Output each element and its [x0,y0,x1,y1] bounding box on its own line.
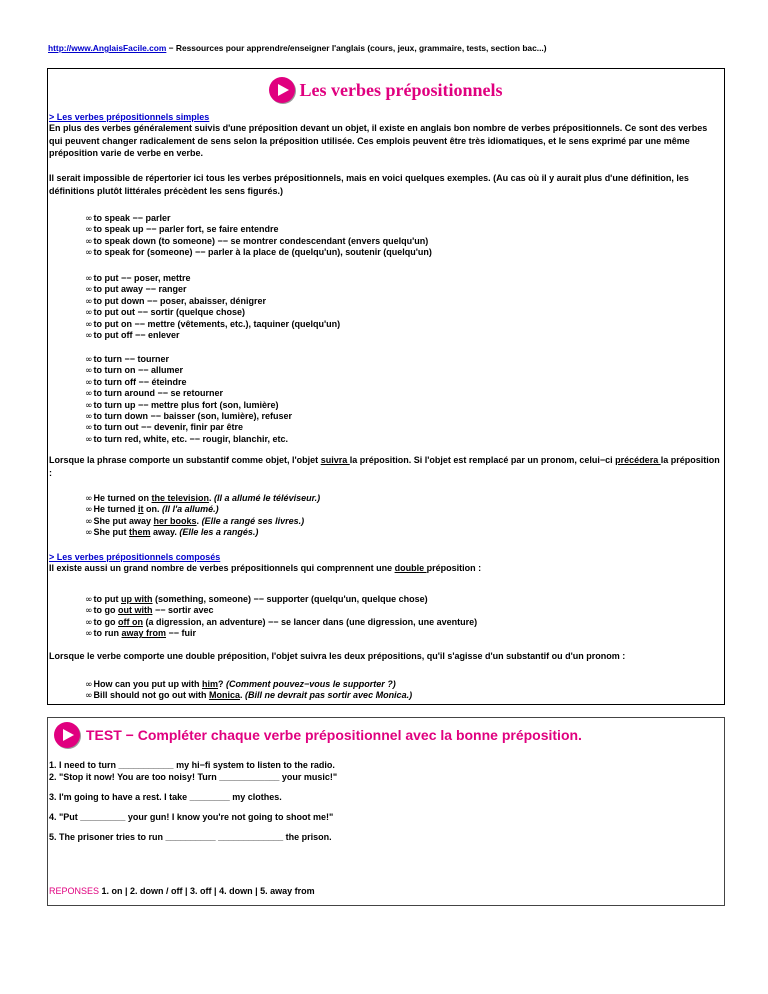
example-item: ∞He turned it on. (Il l'a allumé.) [85,504,219,516]
intro-paragraph: En plus des verbes généralement suivis d'une préposition devant un objet, il existe en anglais bon nombre de verbes prépositionnels. Ce sont des verbes qui peuvent changer radicalement de sens selon la préposition utilisée. Ces emplois peuvent être très idiomatiques, et le sens exprimé par une même préposition varie de verbe en verbe. [49,123,708,159]
arrow-right-icon [269,77,295,103]
answers-label: REPONSES [49,886,100,896]
test-question-3: 3. I'm going to have a rest. I take ________ my clothes. [49,792,282,802]
test-question-2: 2. "Stop it now! You are too noisy! Turn ____________ your music!" [49,772,338,782]
object-rule-paragraph: Lorsque la phrase comporte un substantif comme objet, l'objet suivra la préposition. Si l'objet est remplacé par un pronom, celui−ci précédera la préposition : [49,455,720,478]
list-item: ∞to put −− poser, mettre [85,273,191,284]
header-tagline: − Ressources pour apprendre/enseigner l'anglais (cours, jeux, grammaire, tests, section bac...) [166,43,547,53]
list-item: ∞to put out −− sortir (quelque chose) [85,307,246,319]
compound-intro: Il existe aussi un grand nombre de verbes prépositionnels qui comprennent une double préposition : [49,563,482,573]
list-item: ∞to put down −− poser, abaisser, dénigrer [85,295,267,307]
example-item: ∞He turned on the television. (Il a allumé le téléviseur.) [85,493,321,504]
example-item: ∞How can you put up with him? (Comment pouvez−vous le supporter ?) [85,679,396,690]
list-item: ∞to turn red, white, etc. −− rougir, blanchir, etc. [85,433,289,445]
answers-line [49,886,719,896]
list-item: ∞to turn down −− baisser (son, lumière), refuser [85,411,293,423]
arrow-right-icon [54,722,80,748]
list-item: ∞to turn on −− allumer [85,365,184,377]
test-question-1: 1. I need to turn ___________ my hi−fi system to listen to the radio. [49,760,335,770]
test-question-4: 4. "Put _________ your gun! I know you're not going to shoot me!" [49,812,334,822]
list-item: ∞to put away −− ranger [85,284,187,296]
list-item: ∞to turn out −− devenir, finir par être [85,422,244,434]
test-title-row [54,722,730,748]
example-item: ∞She put them away. (Elle les a rangés.) [85,527,259,539]
test-title: TEST − Compléter chaque verbe prépositionnel avec la bonne préposition. [86,727,582,743]
list-item: ∞to put off −− enlever [85,330,180,342]
example-item: ∞She put away her books. (Elle a rangé ses livres.) [85,515,305,527]
list-item: ∞to speak −− parler [85,213,171,224]
examples-list-2 [85,679,412,702]
list-item: ∞to turn off −− éteindre [85,376,187,388]
turn-list [85,354,292,445]
answers-text: 1. on | 2. down / off | 3. off | 4. down | 5. away from [99,886,315,896]
note-paragraph: Il serait impossible de répertorier ici tous les verbes prépositionnels, mais en voici quelques exemples. (Au cas où il y aurait plus d'une définition, les définitions plutôt littérales précèdent les sens figurés.) [49,173,689,196]
examples-list-1 [85,493,320,539]
section-heading-simple[interactable]: > Les verbes prépositionnels simples [49,112,210,122]
list-item: ∞to turn around −− se retourner [85,388,224,400]
list-item: ∞to speak for (someone) −− parler à la place de (quelqu'un), soutenir (quelqu'un) [85,247,432,259]
list-item: ∞to go out with −− sortir avec [85,605,214,617]
list-item: ∞to turn −− tourner [85,354,170,365]
section-heading-compound[interactable]: > Les verbes prépositionnels composés [49,552,221,562]
test-box [47,717,725,906]
compound-list [85,594,477,640]
lesson-box [47,68,725,705]
page-header [48,43,547,53]
list-item: ∞to put up with (something, someone) −− supporter (quelqu'un, quelque chose) [85,594,428,605]
site-link[interactable]: http://www.AnglaisFacile.com [48,43,167,53]
list-item: ∞to turn up −− mettre plus fort (son, lumière) [85,399,279,411]
list-item: ∞to run away from −− fuir [85,628,197,640]
speak-list [85,213,432,259]
lesson-title-row [48,77,724,103]
list-item: ∞to speak up −− parler fort, se faire entendre [85,224,279,236]
double-rule-paragraph: Lorsque le verbe comporte une double préposition, l'objet suivra les deux prépositions, qu'il s'agisse d'un substantif ou d'un pronom : [49,651,626,661]
list-item: ∞to put on −− mettre (vêtements, etc.), taquiner (quelqu'un) [85,318,341,330]
lesson-title: Les verbes prépositionnels [299,79,503,100]
list-item: ∞to go off on (a digression, an adventure) −− se lancer dans (une digression, une aventure) [85,616,478,628]
test-question-5: 5. The prisoner tries to run __________ _____________ the prison. [49,832,332,842]
example-item: ∞Bill should not go out with Monica. (Bill ne devrait pas sortir avec Monica.) [85,690,413,702]
put-list [85,273,340,341]
list-item: ∞to speak down (to someone) −− se montrer condescendant (envers quelqu'un) [85,235,429,247]
